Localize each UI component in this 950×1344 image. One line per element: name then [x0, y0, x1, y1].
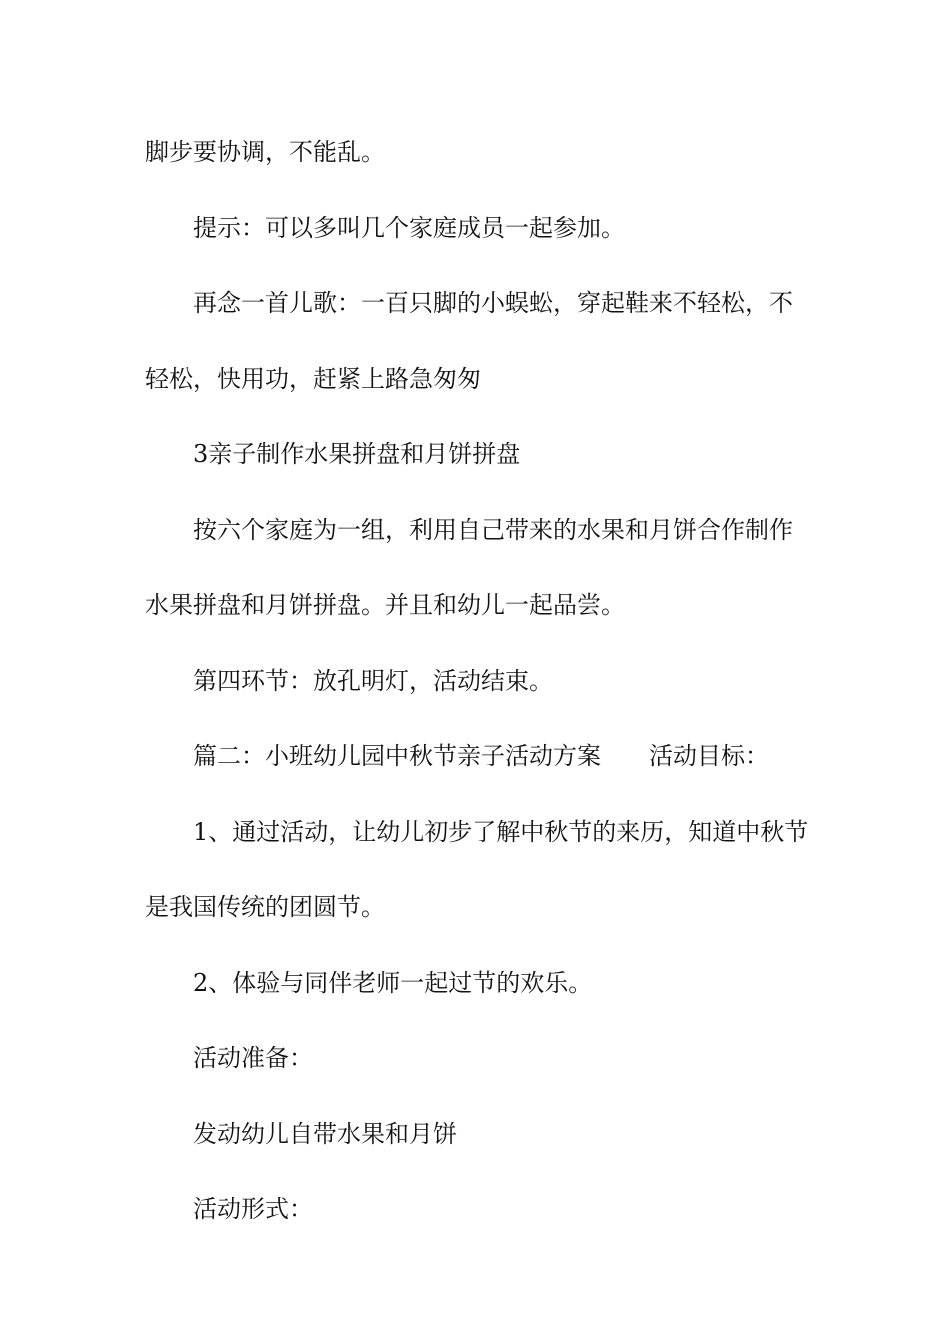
paragraph-line: 第四环节：放孔明灯，活动结束。 — [193, 666, 553, 695]
paragraph-line: 3亲子制作水果拼盘和月饼拼盘 — [193, 440, 521, 468]
document-body — [145, 115, 810, 1248]
paragraph-line: 提示：可以多叫几个家庭成员一起参加。 — [193, 213, 625, 242]
paragraph-line: 水果拼盘和月饼拼盘。并且和幼儿一起品尝。 — [145, 591, 625, 619]
paragraph-line: 2、体验与同伴老师一起过节的欢乐。 — [193, 968, 593, 997]
paragraph-line: 1、通过活动，让幼儿初步了解中秋节的来历，知道中秋节 — [193, 817, 809, 846]
paragraph-line: 活动准备： — [193, 1044, 313, 1072]
paragraph-line: 是我国传统的团圆节。 — [145, 893, 385, 921]
paragraph-line: 轻松，快用功，赶紧上路急匆匆 — [145, 364, 481, 393]
paragraph-line: 再念一首儿歌：一百只脚的小蜈蚣，穿起鞋来不轻松，不 — [193, 289, 793, 317]
section-title: 篇二：小班幼儿园中秋节亲子活动方案 — [193, 742, 601, 770]
paragraph-line: 脚步要协调，不能乱。 — [145, 138, 385, 166]
section-subheading: 活动目标： — [649, 742, 769, 770]
section-heading-line — [145, 719, 810, 795]
paragraph-line: 按六个家庭为一组，利用自己带来的水果和月饼合作制作 — [193, 515, 793, 544]
paragraph-line: 活动形式： — [193, 1195, 313, 1223]
paragraph-line: 发动幼儿自带水果和月饼 — [193, 1119, 457, 1148]
